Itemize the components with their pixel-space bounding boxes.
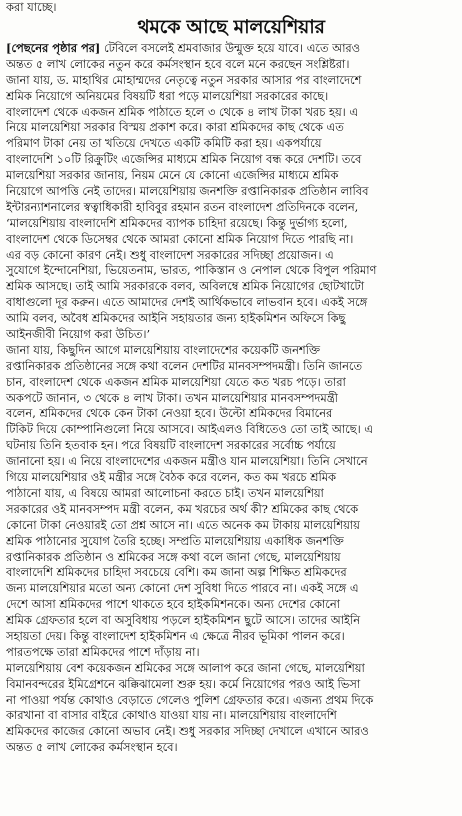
article-line-text: টেবিলে বসলেই শ্রমবাজার উন্মুক্ত হয়ে যাবে। এতে আরও [103, 41, 361, 55]
article-line-text: মালয়েশিয়ায় বেশ কয়েকজন শ্রমিকের সঙ্গে আলাপ করে জানা গেছে, মালয়েশিয়া [6, 660, 365, 675]
article-line-text: শ্রমিক নিয়োগে অনিয়মের বিষয়টি ধরা পড়ে মালয়েশিয়া সরকারের কাছে। [6, 88, 329, 103]
article-line-text: জন্য মালয়েশিয়ার মতো অন্য কোনো দেশ সুবিধা দিতে পারবে না। একই সঙ্গে এ [6, 581, 359, 596]
article-line [6, 613, 456, 629]
article-line [6, 232, 456, 248]
article-line-text: পারতপক্ষে তারা শ্রমিকদের পাশে দাঁড়ায় না। [6, 644, 200, 659]
article-line [6, 57, 456, 73]
article-line [6, 216, 456, 232]
article-line [6, 200, 456, 216]
article-line-text: চান, বাংলাদেশ থেকে একজন শ্রমিক মালয়েশিয়া যেতে কত খরচ পড়ে। তারা [6, 374, 346, 389]
article-line-text: নিয়োগে আপত্তি নেই তাদের। মালয়েশিয়ায় জনশক্তি রপ্তানিকারক প্রতিষ্ঠান লাবিব [6, 184, 369, 199]
article-line-text: আমি বলব, অবৈধ শ্রমিকদের আইনি সহায়তার জন্য হাইকমিশন অফিসে কিছু [6, 311, 346, 326]
headline: থমকে আছে মালয়েশিয়ার [137, 16, 325, 38]
article-line [6, 120, 456, 136]
article-line [6, 677, 456, 693]
article-line [6, 645, 456, 661]
article-line [6, 41, 456, 57]
article-body [6, 41, 456, 756]
article-line-text: বিমানবন্দরের ইমিগ্রেশনে ঝক্কিঝামেলা শুরু হয়। কর্মে নিয়োগের পরও আই ভিসা [6, 676, 361, 691]
article-line-text: মালয়েশিয়া সরকার জানায়, নিয়ম মেনে যে কোনো এজেন্সির মাধ্যমে শ্রমিক [6, 168, 339, 183]
article-line-text: জানা যায়, কিছুদিন আগে মালয়েশিয়ায় বাংলাদেশের কয়েকটি জনশক্তি [6, 342, 320, 357]
article-line-text: বাংলাদেশ থেকে ডিসেম্বর থেকে আমরা কোনো শ্রমিক নিয়োগ দিতে পারছি না। [6, 231, 354, 246]
article-line-text: বলেন, শ্রমিকদের থেকে কেন টাকা নেওয়া হবে। উল্টো শ্রমিকদের বিমানের [6, 406, 333, 421]
article-line [6, 343, 456, 359]
carryover-line: করা যাচ্ছে। [6, 0, 57, 14]
article-line [6, 295, 456, 311]
article-line-text: আইনজীবী নিয়োগ করা উচিত।’ [6, 327, 151, 342]
article-line [6, 391, 456, 407]
article-line [6, 438, 456, 454]
article-line-text: অন্তত ৫ লাখ লোকের কর্মসংস্থান হবে। [6, 740, 178, 755]
article-line [6, 263, 456, 279]
article-line [6, 73, 456, 89]
article-line-text: জানানো হয়। এ নিয়ে বাংলাদেশের একজন মন্ত্রীও যান মালয়েশিয়া। তিনি সেখানে [6, 454, 368, 469]
article-line [6, 629, 456, 645]
article-line [6, 693, 456, 709]
article-line-text: অন্তত ৫ লাখ লোকের নতুন করে কর্মসংস্থান হবে বলে মনে করছেন সংশ্লিষ্টরা। [6, 56, 350, 71]
article-paragraph [6, 41, 456, 343]
article-line [6, 661, 456, 677]
article-line [6, 486, 456, 502]
article-line [6, 89, 456, 105]
article-line [6, 184, 456, 200]
article-line [6, 454, 456, 470]
article-line-text: দেশে আসা শ্রমিকদের পাশে থাকতে হবে হাইকমিশনকে। অন্য দেশের কোনো [6, 597, 340, 612]
article-line-text: কারখানা বা বাসার বাইরে কোথাও যাওয়া যায় না। মালয়েশিয়ায় বাংলাদেশি [6, 708, 337, 723]
article-line [6, 327, 456, 343]
article-line [6, 534, 456, 550]
article-line [6, 581, 456, 597]
article-line [6, 375, 456, 391]
article-line [6, 597, 456, 613]
article-line-text: অকপটে জানান, ৩ থেকে ৪ লাখ টাকা। তখন মালয়েশিয়ার মানবসম্পদমন্ত্রী [6, 390, 338, 405]
article-line-text: শ্রমিক পাঠানোর সুযোগ তৈরি হচ্ছে। সম্প্রতি মালয়েশিয়ায় একাধিক জনশক্তি [6, 533, 344, 548]
article-line-text: সহায়তা দেয়। কিন্তু বাংলাদেশ হাইকমিশন এ ক্ষেত্রে নীরব ভূমিকা পালন করে। [6, 628, 345, 643]
continuation-label: [পেছনের পৃষ্ঠার পর] [6, 41, 101, 55]
article-line [6, 168, 456, 184]
article-line-text: পরিমাণ টাকা নেয় তা খতিয়ে দেখতে একটি কমিটি করা হয়। একপর্যায়ে [6, 136, 322, 151]
article-line-text: ঘটনায় তিনি হতবাক হন। পরে বিষয়টি বাংলাদেশ সরকারের সর্বোচ্চ পর্যায়ে [6, 438, 336, 453]
article-line-text: নিয়ে মালয়েশিয়া সরকার বিস্ময় প্রকাশ করে। কারা শ্রমিকদের কাছ থেকে এত [6, 120, 344, 135]
article-line [6, 406, 456, 422]
article-line [6, 279, 456, 295]
article-line [6, 470, 456, 486]
article-line-text: টিকিট দিয়ে কোম্পানিগুলো নিয়ে আসবে। আইএলও বিধিতেও তো তাই আছে। এ [6, 422, 373, 437]
article-line-text: পাঠানো যায়, এ বিষয়ে আমরা আলোচনা করতে চাই। তখন মালয়েশিয়া [6, 485, 324, 500]
article-line-text: এর বড় কোনো কারণ নেই। শুধু বাংলাদেশ সরকারের সদিচ্ছা প্রয়োজন। এ [6, 247, 334, 262]
article-line-text: সুযোগে ইন্দোনেশিয়া, ভিয়েতনাম, ভারত, পাকিস্তান ও নেপাল থেকে বিপুল পরিমাণ [6, 263, 377, 278]
article-line-text: শ্রমিকদের কাজের কোনো অভাব নেই। শুধু সরকার সদিচ্ছা দেখালে এখানে আরও [6, 724, 369, 739]
article-line [6, 518, 456, 534]
article-line [6, 105, 456, 121]
article-line-text: রপ্তানিকারক প্রতিষ্ঠান ও শ্রমিকের সঙ্গে কথা বলে জানা গেছে, মালয়েশিয়ায় [6, 549, 341, 564]
article-line [6, 550, 456, 566]
article-line-text: রপ্তানিকারক প্রতিষ্ঠানের সঙ্গে কথা বলেন দেশটির মানবসম্পদমন্ত্রী। তিনি জানতে [6, 358, 363, 373]
article-line-text: গিয়ে মালয়েশিয়ার ওই মন্ত্রীর সঙ্গে বৈঠক করে বলেন, কত কম খরচে শ্রমিক [6, 470, 336, 485]
article-line [6, 248, 456, 264]
article-line-text: শ্রমিক আসছে। তাই আমি সরকারকে বলব, অবিলম্বে শ্রমিক নিয়োগের ছোটখাটো [6, 279, 365, 294]
article-paragraph [6, 661, 456, 756]
article-line [6, 311, 456, 327]
article-line-text: বাংলাদেশ থেকে একজন শ্রমিক পাঠাতে হলে ৩ থেকে ৪ লাখ টাকা খরচ হয়। এ [6, 104, 359, 119]
article-line-text: সরকারের ওই মানবসম্পদ মন্ত্রী বলেন, কম খরচের অর্থ কী? শ্রমিকের কাছ থেকে [6, 501, 359, 516]
article-line [6, 724, 456, 740]
article-line-text: ইন্টারন্যাশনালের স্বত্বাধিকারী হাবিবুর রহমান রতন বাংলাদেশ প্রতিদিনকে বলেন, [6, 199, 359, 214]
article-line [6, 422, 456, 438]
article-line [6, 740, 456, 756]
article-line [6, 502, 456, 518]
article-line-text: জানা যায়, ড. মাহাথির মোহাম্মদের নেতৃত্বে নতুন সরকার আসার পর বাংলাদেশে [6, 72, 362, 87]
article-line [6, 136, 456, 152]
article-line [6, 152, 456, 168]
article-line [6, 565, 456, 581]
article-line-text: বাংলাদেশি ১০টি রিক্রুটিং এজেন্সির মাধ্যমে শ্রমিক নিয়োগ বন্ধ করে দেশটি। তবে [6, 152, 362, 167]
article-line-text: বাধাগুলো দূর করুন। এতে আমাদের দেশই আর্থিকভাবে লাভবান হবে। একই সঙ্গে [6, 295, 368, 310]
article-line-text: কোনো টাকা নেওয়ারই তো প্রশ্ন আসে না। এতে অনেক কম টাকায় মালয়েশিয়ায় [6, 517, 360, 532]
article-paragraph [6, 343, 456, 661]
article-line-text: শ্রমিক গ্রেফতার হলে বা অসুবিধায় পড়লে হাইকমিশন ছুটে আসে। তাদের আইনি [6, 613, 361, 628]
article-line-text: ‘মালয়েশিয়ায় বাংলাদেশি শ্রমিকদের ব্যাপক চাহিদা রয়েছে। কিন্তু দুর্ভাগ্য হলো, [6, 215, 348, 230]
article-line [6, 359, 456, 375]
article-line-text: না পাওয়া পর্যন্ত কোথাও বেড়াতে গেলেও পুলিশ গ্রেফতার করে। এজন্য প্রথম দিকে [6, 692, 374, 707]
article-line-text: বাংলাদেশি শ্রমিকদের চাহিদা সবচেয়ে বেশি। কম জানা অল্প শিক্ষিত শ্রমিকদের [6, 565, 347, 580]
article-line [6, 708, 456, 724]
